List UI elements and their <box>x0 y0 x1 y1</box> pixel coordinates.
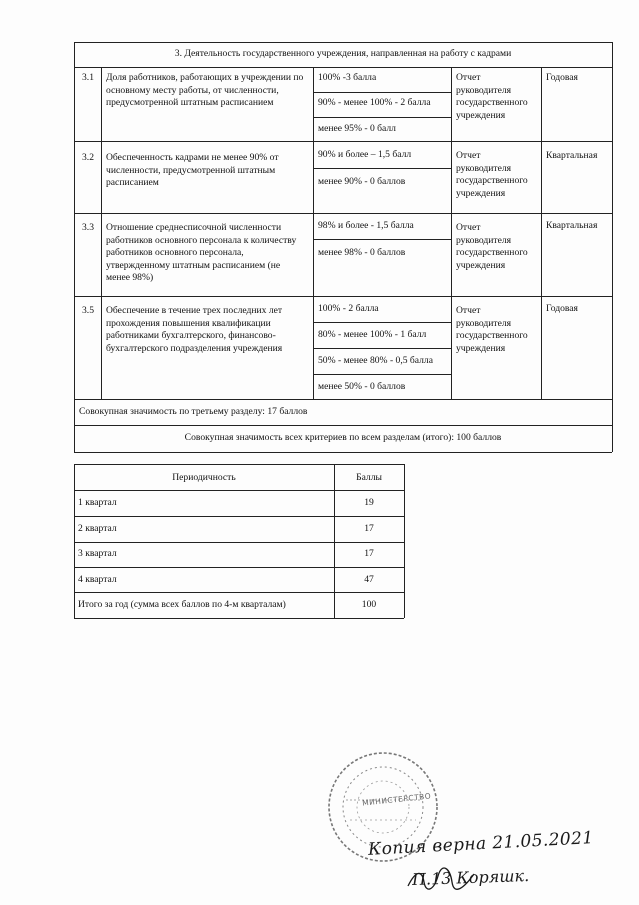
score-option: 100% - 2 балла <box>318 303 379 314</box>
periodicity: Годовая <box>546 303 578 314</box>
criterion-text: Отношение среднесписочной численности работников основного персонала к количеству работников основного персонала, утвержденному штатным расписанием (не менее 98%) <box>106 222 297 284</box>
row-number: 3.1 <box>82 72 94 83</box>
score-option: 98% и более - 1,5 балла <box>318 220 414 231</box>
report-source: Отчет руководителя государственного учреждения <box>456 305 528 354</box>
handwritten-copy-note: Копия верна 21.05.2021 <box>367 828 595 860</box>
periodicity: Квартальная <box>546 150 598 161</box>
handwritten-signature: П.13 Коряшк. <box>411 865 530 890</box>
score-option: менее 95% - 0 балл <box>318 123 396 134</box>
period-points: 17 <box>364 548 374 559</box>
report-source: Отчет руководителя государственного учреждения <box>456 222 528 271</box>
periods-header-points: Баллы <box>356 472 382 483</box>
period-points: 47 <box>364 574 374 585</box>
score-option: 90% - менее 100% - 2 балла <box>318 97 431 108</box>
period-total-label: Итого за год (сумма всех баллов по 4-м кварталам) <box>78 599 286 610</box>
period-points: 17 <box>364 523 374 534</box>
section-total: Совокупная значимость по третьему разделу: 17 баллов <box>79 406 308 417</box>
report-source: Отчет руководителя государственного учреждения <box>456 72 528 121</box>
criterion-text: Обеспечение в течение трех последних лет прохождения повышения квалификации работниками бухгалтерского, финансово-бухгалтерского подразделения учреждения <box>106 305 283 354</box>
criterion-text: Обеспеченность кадрами не менее 90% от численности, предусмотренной штатным расписанием <box>106 152 279 189</box>
score-option: менее 98% - 0 баллов <box>318 247 406 258</box>
section-3-title: 3. Деятельность государственного учреждения, направленная на работу с кадрами <box>174 48 512 59</box>
score-option: 100% -3 балла <box>318 72 377 83</box>
period-label: 2 квартал <box>78 523 117 534</box>
row-number: 3.2 <box>82 152 94 163</box>
stamp-text: МИНИСТЕРСТВО <box>361 791 432 808</box>
grand-total: Совокупная значимость всех критериев по всем разделам (итого): 100 баллов <box>184 432 502 443</box>
row-number: 3.5 <box>82 305 94 316</box>
criterion-text: Доля работников, работающих в учреждении по основному месту работы, от численности, предусмотренной штатным расписанием <box>106 72 304 109</box>
period-points: 19 <box>364 497 374 508</box>
period-label: 4 квартал <box>78 574 117 585</box>
periods-header-period: Периодичность <box>172 472 236 483</box>
score-option: 50% - менее 80% - 0,5 балла <box>318 355 433 366</box>
score-option: 90% и более – 1,5 балл <box>318 149 412 160</box>
score-option: менее 90% - 0 баллов <box>318 176 406 187</box>
period-total-points: 100 <box>361 599 377 610</box>
score-option: менее 50% - 0 баллов <box>318 381 406 392</box>
periodicity: Годовая <box>546 72 578 83</box>
period-label: 1 квартал <box>78 497 117 508</box>
periodicity: Квартальная <box>546 220 598 231</box>
report-source: Отчет руководителя государственного учреждения <box>456 150 528 199</box>
period-label: 3 квартал <box>78 548 117 559</box>
score-option: 80% - менее 100% - 1 балл <box>318 329 427 340</box>
row-number: 3.3 <box>82 222 94 233</box>
signature-scribble <box>404 864 484 894</box>
